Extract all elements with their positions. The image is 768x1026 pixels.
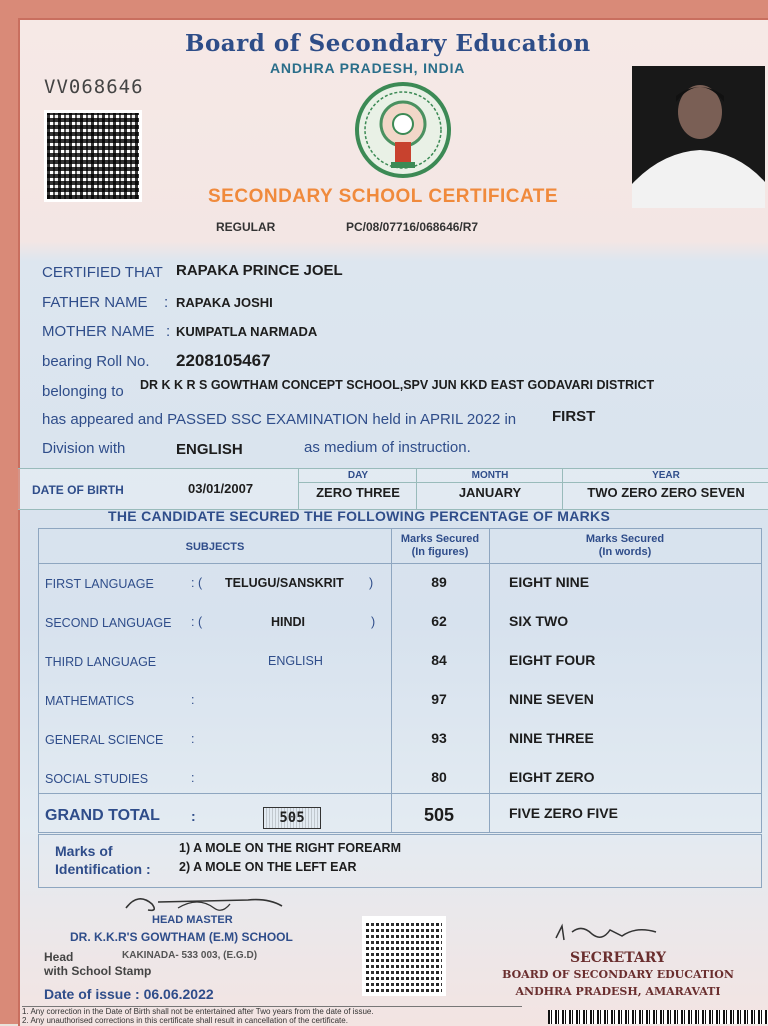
candidate-name: RAPAKA PRINCE JOEL [176, 262, 343, 279]
headmaster-title: HEAD MASTER [152, 914, 233, 926]
dob-day-head: DAY [299, 469, 417, 483]
qr-code-bottom [362, 916, 446, 996]
note-1: 1. Any correction in the Date of Birth shall not be entertained after Two years from the date of issue. [22, 1007, 374, 1016]
dob-day: ZERO THREE [316, 485, 400, 500]
identification-label-2: Identification : [55, 861, 151, 877]
bracket: ) [371, 615, 376, 629]
father-label: FATHER NAME [42, 294, 148, 311]
school-name: DR K K R S GOWTHAM CONCEPT SCHOOL,SPV JUN KKD EAST GODAVARI DISTRICT [140, 378, 655, 392]
header-divider [39, 563, 761, 564]
passed-text: has appeared and PASSED SSC EXAMINATION held in APRIL 2022 in [42, 411, 517, 428]
stamp-label: with School Stamp [44, 964, 152, 978]
father-colon: : [164, 294, 169, 311]
bracket: ) [369, 576, 374, 590]
colon: : [191, 732, 195, 746]
subject-name: HINDI [271, 615, 306, 629]
identification-box [38, 834, 762, 888]
mark-figure: 80 [431, 769, 447, 785]
dob-month-head: MONTH [417, 469, 563, 483]
identification-mark-2: 2) A MOLE ON THE LEFT EAR [179, 860, 357, 874]
dob-day-cell [298, 469, 417, 509]
dob-value: 03/01/2007 [188, 481, 254, 496]
mark-figure: 93 [431, 730, 447, 746]
certificate-type: REGULAR [216, 220, 276, 234]
headmaster-school: DR. K.K.R'S GOWTHAM (E.M) SCHOOL [70, 930, 293, 944]
marks-heading: THE CANDIDATE SECURED THE FOLLOWING PERCENTAGE OF MARKS [108, 508, 611, 524]
identification-mark-1: 1) A MOLE ON THE RIGHT FOREARM [179, 841, 401, 855]
mark-words: EIGHT FOUR [509, 652, 596, 668]
colon: : [191, 808, 196, 824]
mother-name: KUMPATLA NARMADA [176, 324, 318, 339]
dob-label: DATE OF BIRTH [32, 483, 124, 497]
dob-year-cell [562, 469, 768, 509]
col-figures-2: (In figures) [411, 546, 469, 558]
subject-label: THIRD LANGUAGE [45, 655, 157, 669]
subject-label: SECOND LANGUAGE [45, 616, 172, 630]
grand-total-stamp: 505 [263, 807, 321, 829]
col-subjects: SUBJECTS [185, 541, 245, 553]
dob-month-cell [416, 469, 563, 509]
division-label: Division with [42, 440, 126, 457]
headmaster-address: KAKINADA- 533 003, (E.G.D) [122, 950, 258, 961]
belonging-label: belonging to [42, 383, 124, 400]
dob-row [18, 468, 768, 510]
bracket: : ( [191, 615, 203, 629]
state-emblem-icon [348, 80, 458, 190]
roll-number: 2208105467 [176, 351, 271, 370]
subject-name: ENGLISH [268, 654, 323, 668]
colon: : [191, 771, 195, 785]
mark-figure: 97 [431, 691, 447, 707]
medium-suffix: as medium of instruction. [304, 439, 471, 456]
col-figures-1: Marks Secured [400, 533, 480, 545]
grand-total-words: FIVE ZERO FIVE [509, 805, 618, 821]
secretary-title: SECRETARY [570, 950, 666, 966]
secretary-state: ANDHRA PRADESH, AMARAVATI [515, 985, 721, 998]
note-2: 2. Any unauthorised corrections in this certificate shall result in cancellation of the certificate. [22, 1016, 348, 1025]
candidate-photo [632, 66, 765, 208]
medium-value: ENGLISH [176, 441, 243, 458]
identification-label-1: Marks of [55, 843, 113, 859]
grand-total-label: GRAND TOTAL [45, 807, 160, 824]
col-words-1: Marks Secured [585, 533, 665, 545]
mark-words: EIGHT NINE [509, 574, 590, 590]
marks-table [38, 528, 762, 833]
grand-total-figure: 505 [423, 805, 455, 825]
mark-figure: 84 [431, 652, 447, 668]
col-words-2: (In words) [598, 546, 652, 558]
subject-label: FIRST LANGUAGE [45, 577, 154, 591]
subject-label: SOCIAL STUDIES [45, 772, 149, 786]
footer-notes [22, 1006, 522, 1025]
subject-label: MATHEMATICS [45, 694, 135, 708]
dob-year-head: YEAR [563, 469, 768, 483]
mark-words: EIGHT ZERO [509, 769, 595, 785]
board-state: ANDHRA PRADESH, INDIA [270, 60, 466, 76]
certified-label: CERTIFIED THAT [42, 264, 163, 281]
roll-label: bearing Roll No. [42, 353, 150, 370]
dob-year: TWO ZERO ZERO SEVEN [587, 485, 745, 500]
colon: : [191, 693, 195, 707]
mark-figure: 89 [431, 574, 447, 590]
mother-label: MOTHER NAME [42, 323, 155, 340]
mark-words: NINE THREE [509, 730, 594, 746]
barcode [548, 1010, 768, 1024]
certificate-title: SECONDARY SCHOOL CERTIFICATE [208, 186, 559, 207]
subject-label: GENERAL SCIENCE [45, 733, 164, 747]
mark-words: NINE SEVEN [509, 691, 594, 707]
total-divider [39, 793, 761, 794]
headmaster-head: Head [44, 950, 74, 964]
mark-figure: 62 [431, 613, 447, 629]
secretary-board: BOARD OF SECONDARY EDUCATION [502, 968, 734, 981]
father-name: RAPAKA JOSHI [176, 295, 273, 310]
secretary-signature [552, 922, 662, 944]
dob-month: JANUARY [458, 485, 522, 500]
bracket: : ( [191, 576, 203, 590]
division-value: FIRST [552, 408, 596, 425]
mother-colon: : [166, 323, 171, 340]
col-divider [489, 529, 490, 832]
board-title: Board of Secondary Education [185, 30, 591, 57]
date-of-issue: Date of issue : 06.06.2022 [44, 986, 214, 1002]
serial-number: VV068646 [44, 76, 144, 98]
mark-words: SIX TWO [509, 613, 569, 629]
subject-name: TELUGU/SANSKRIT [225, 576, 344, 590]
certificate-code: PC/08/07716/068646/R7 [346, 220, 479, 234]
qr-code-top [44, 110, 142, 202]
